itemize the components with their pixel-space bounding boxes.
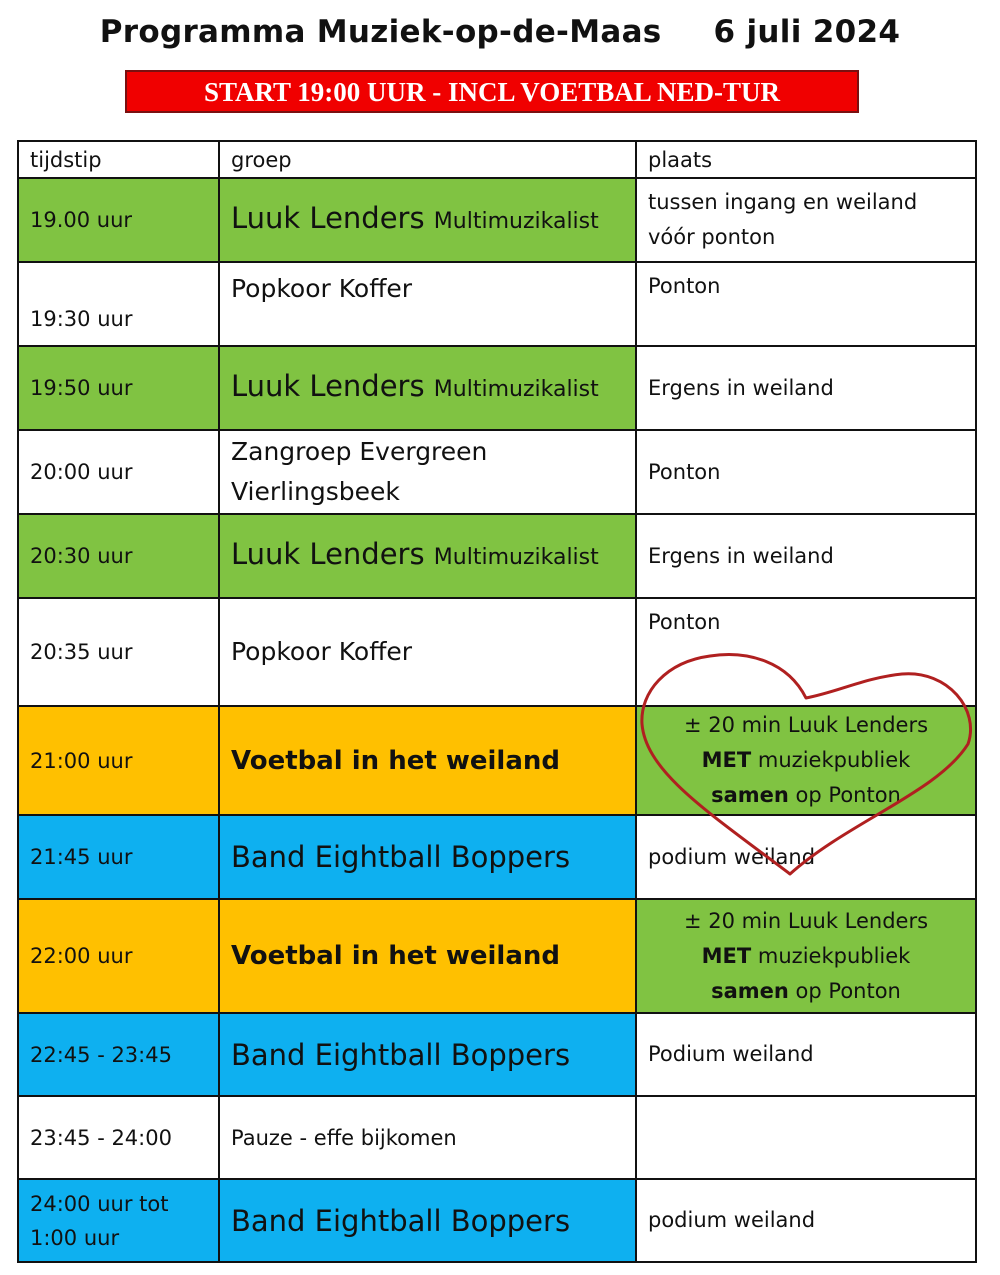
time-line: 1:00 uur [30,1225,120,1250]
place-emphasis: MET [701,748,752,772]
page-title [0,14,1000,50]
group-cell: Voetbal in het weiland [219,899,636,1013]
table-row [18,178,976,262]
place-emphasis: samen [711,978,789,1003]
place-cell: Ponton [636,598,976,706]
group-cell: Voetbal in het weiland [219,706,636,815]
table-row [18,430,976,514]
table-row [18,346,976,430]
place-cell: podium weiland [636,815,976,899]
place-cell: Ponton [636,262,976,346]
place-cell: Ergens in weiland [636,346,976,430]
header-time: tijdstip [18,141,219,178]
group-cell [219,346,636,430]
table-row [18,1179,976,1262]
time-cell: 19:30 uur [18,262,219,346]
table-row [18,1013,976,1096]
start-banner: START 19:00 UUR - INCL VOETBAL NED-TUR [125,70,859,113]
time-cell: 20:00 uur [18,430,219,514]
time-cell [18,1179,219,1262]
place-line [637,974,975,1009]
table-row [18,262,976,346]
table-header-row [18,141,976,178]
header-place: plaats [636,141,976,178]
place-text: muziekpubliek [751,748,911,772]
table-row [18,706,976,815]
place-cell: Podium weiland [636,1013,976,1096]
table-row [18,815,976,899]
group-cell: Band Eightball Boppers [219,1013,636,1096]
place-line: vóór ponton [648,225,776,249]
group-subtitle: Multimuzikalist [433,545,599,570]
title-date: 6 juli 2024 [713,14,901,50]
table-row [18,1096,976,1179]
group-cell: Popkoor Koffer [219,262,636,346]
place-cell [636,899,976,1013]
group-cell: Band Eightball Boppers [219,815,636,899]
time-cell: 23:45 - 24:00 [18,1096,219,1179]
place-line [637,743,975,778]
place-cell: Ponton [636,430,976,514]
group-cell [219,178,636,262]
place-line: ± 20 min Luuk Lenders [683,713,929,737]
title-text: Programma Muziek-op-de-Maas [99,14,662,50]
place-cell: podium weiland [636,1179,976,1262]
place-cell: Ergens in weiland [636,514,976,598]
place-text: muziekpubliek [751,943,911,968]
group-cell: Pauze - effe bijkomen [219,1096,636,1179]
place-line: tussen ingang en weiland [648,190,918,214]
time-cell: 22:45 - 23:45 [18,1013,219,1096]
table-row [18,598,976,706]
group-name: Luuk Lenders [231,369,425,403]
table-row [18,514,976,598]
group-cell [219,430,636,514]
group-name: Zangroep Evergreen [231,437,488,466]
group-name: Luuk Lenders [231,201,425,235]
time-cell: 22:00 uur [18,899,219,1013]
place-emphasis: samen [711,783,789,807]
schedule-table [17,140,977,1263]
time-cell: 21:45 uur [18,815,219,899]
group-cell: Band Eightball Boppers [219,1179,636,1262]
place-text: op Ponton [788,783,901,807]
place-text: op Ponton [788,978,901,1003]
time-cell: 19:50 uur [18,346,219,430]
place-emphasis: MET [701,943,752,968]
group-name-line2: Vierlingsbeek [231,477,400,506]
time-line: 24:00 uur tot [30,1191,169,1216]
place-line [637,939,975,974]
group-name: Luuk Lenders [231,537,425,571]
place-cell [636,178,976,262]
place-line [637,778,975,813]
place-line: ± 20 min Luuk Lenders [683,908,929,933]
group-cell: Popkoor Koffer [219,598,636,706]
time-cell: 21:00 uur [18,706,219,815]
header-group: groep [219,141,636,178]
time-cell: 19.00 uur [18,178,219,262]
group-subtitle: Multimuzikalist [433,209,599,234]
place-cell [636,706,976,815]
time-cell: 20:35 uur [18,598,219,706]
table-row [18,899,976,1013]
place-cell [636,1096,976,1179]
group-subtitle: Multimuzikalist [433,377,599,402]
group-cell [219,514,636,598]
time-cell: 20:30 uur [18,514,219,598]
